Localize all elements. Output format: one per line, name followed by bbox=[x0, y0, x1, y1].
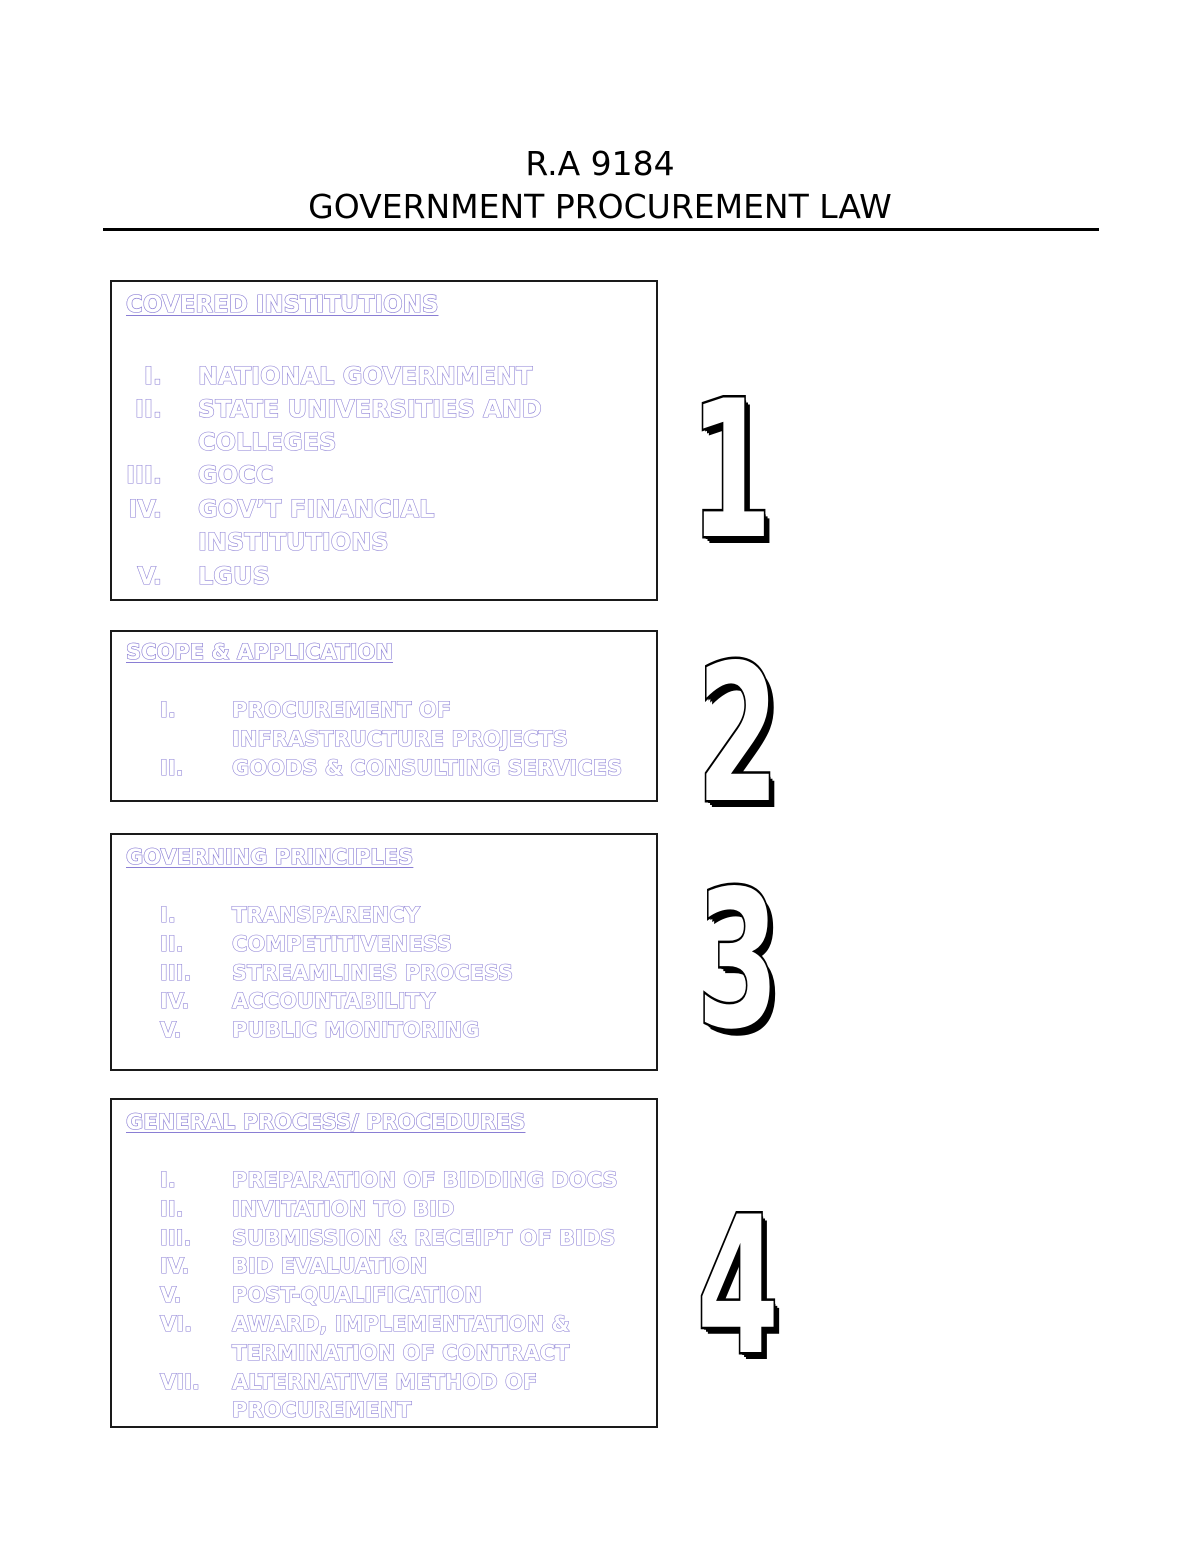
item-text: PREPARATION OF BIDDING DOCS bbox=[232, 1168, 618, 1192]
item-text: PROCUREMENT OF bbox=[232, 698, 452, 722]
item-number: IV. bbox=[160, 989, 190, 1013]
item-number: IV. bbox=[160, 1254, 190, 1278]
section-heading: GENERAL PROCESS/ PROCEDURES bbox=[126, 1110, 526, 1134]
item-number: III. bbox=[126, 461, 162, 489]
item-number: II. bbox=[160, 756, 184, 780]
governing-principles-box bbox=[110, 833, 658, 1071]
item-text: INFRASTRUCTURE PROJECTS bbox=[232, 727, 568, 751]
section-number-4: 4 bbox=[697, 1176, 779, 1397]
item-text: INVITATION TO BID bbox=[232, 1197, 455, 1221]
item-text: SUBMISSION & RECEIPT OF BIDS bbox=[232, 1226, 616, 1250]
item-text: BID EVALUATION bbox=[232, 1254, 428, 1278]
section-heading: SCOPE & APPLICATION bbox=[126, 640, 393, 664]
scope-application-box bbox=[110, 630, 658, 802]
item-number: III. bbox=[160, 1226, 192, 1250]
section-heading: COVERED INSTITUTIONS bbox=[126, 292, 439, 318]
section-heading: GOVERNING PRINCIPLES bbox=[126, 845, 414, 869]
item-text: POST-QUALIFICATION bbox=[232, 1283, 482, 1307]
item-text: STREAMLINES PROCESS bbox=[232, 961, 514, 985]
item-number: V. bbox=[160, 1283, 182, 1307]
item-text: GOCC bbox=[198, 461, 274, 489]
item-text: ALTERNATIVE METHOD OF bbox=[232, 1370, 538, 1394]
item-number: I. bbox=[160, 698, 176, 722]
item-text: STATE UNIVERSITIES AND bbox=[198, 395, 542, 423]
item-text: PUBLIC MONITORING bbox=[232, 1018, 480, 1042]
item-number: V. bbox=[160, 1018, 182, 1042]
title-divider bbox=[103, 228, 1099, 231]
item-number: III. bbox=[160, 961, 192, 985]
covered-institutions-box bbox=[110, 280, 658, 601]
item-number: VI. bbox=[160, 1312, 193, 1336]
item-number: V. bbox=[137, 562, 162, 590]
item-number: I. bbox=[143, 362, 162, 390]
item-text: COLLEGES bbox=[198, 428, 337, 456]
item-number: I. bbox=[160, 903, 176, 927]
item-number: II. bbox=[135, 395, 162, 423]
item-number: II. bbox=[160, 1197, 184, 1221]
item-text: ACCOUNTABILITY bbox=[232, 989, 436, 1013]
item-number: VII. bbox=[160, 1370, 200, 1394]
item-text: COMPETITIVENESS bbox=[232, 932, 452, 956]
item-text: INSTITUTIONS bbox=[198, 528, 389, 556]
item-text: GOODS & CONSULTING SERVICES bbox=[232, 756, 623, 780]
item-text: GOV’T FINANCIAL bbox=[198, 495, 435, 523]
item-number: IV. bbox=[128, 495, 162, 523]
document-title-code: R.A 9184 bbox=[525, 144, 675, 183]
section-number-3: 3 bbox=[697, 850, 779, 1071]
document-title: GOVERNMENT PROCUREMENT LAW bbox=[308, 187, 892, 226]
item-number: I. bbox=[160, 1168, 176, 1192]
item-text: AWARD, IMPLEMENTATION & bbox=[232, 1312, 570, 1336]
item-text: LGUS bbox=[198, 562, 270, 590]
item-number: II. bbox=[160, 932, 184, 956]
section-number-2: 2 bbox=[697, 624, 779, 845]
item-text: NATIONAL GOVERNMENT bbox=[198, 362, 533, 390]
item-text: TERMINATION OF CONTRACT bbox=[232, 1341, 570, 1365]
item-text: TRANSPARENCY bbox=[232, 903, 420, 927]
item-text: PROCUREMENT bbox=[232, 1398, 412, 1422]
section-number-1: 1 bbox=[690, 360, 772, 581]
general-process-box bbox=[110, 1098, 658, 1428]
